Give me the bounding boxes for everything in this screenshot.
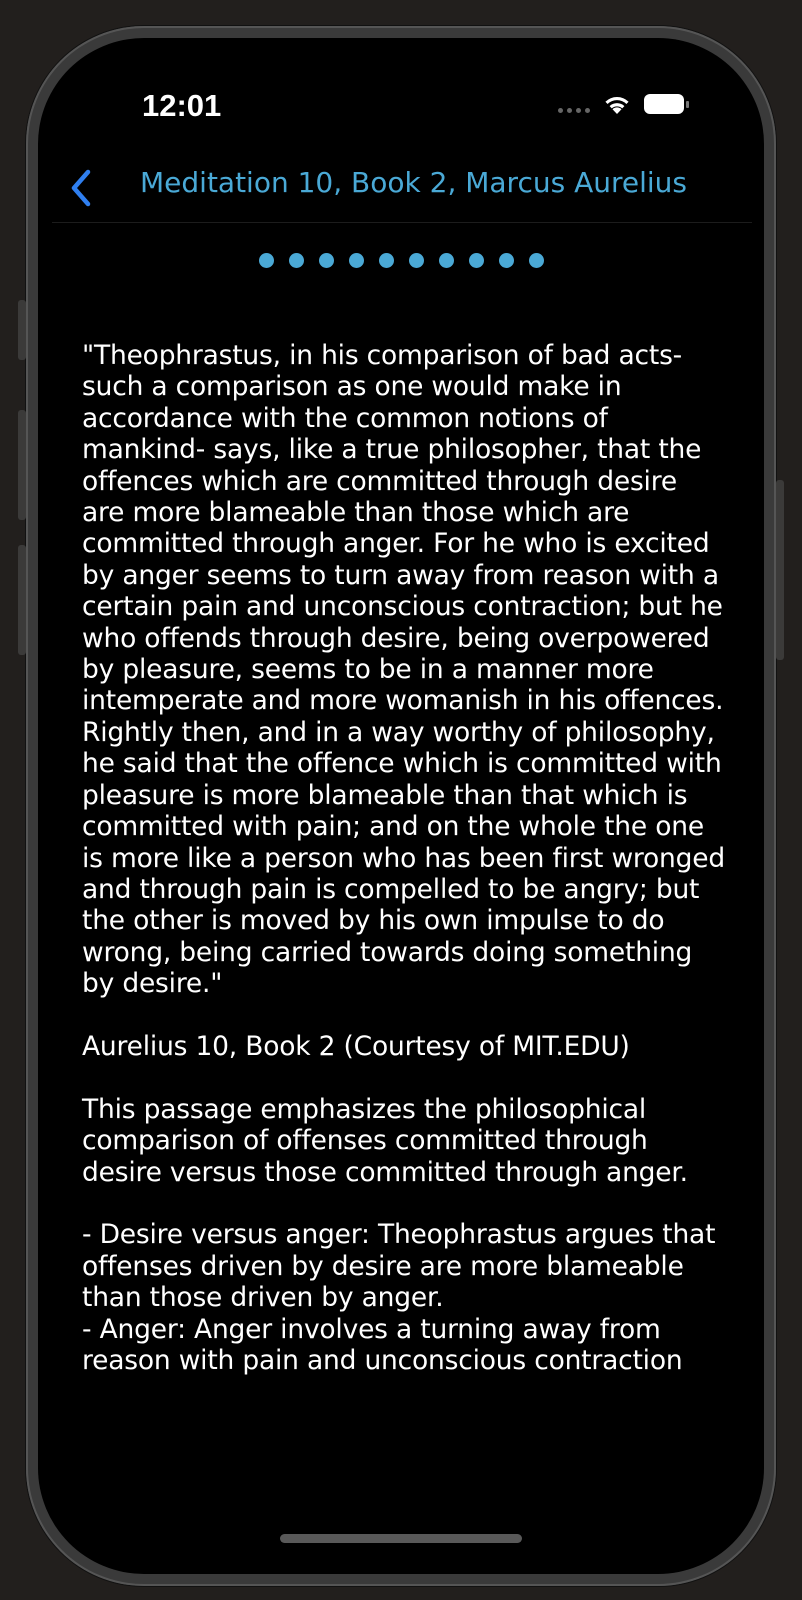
battery-icon — [644, 94, 684, 114]
page-dot[interactable] — [319, 253, 334, 268]
home-indicator[interactable] — [280, 1534, 522, 1543]
screen — [38, 38, 764, 1574]
page-dot[interactable] — [289, 253, 304, 268]
back-button[interactable] — [64, 168, 100, 208]
status-time: 12:01 — [142, 88, 222, 123]
power-button — [776, 480, 784, 660]
citation-text: Aurelius 10, Book 2 (Courtesy of MIT.EDU) — [82, 1030, 630, 1062]
page-dot[interactable] — [529, 253, 544, 268]
page-dot[interactable] — [349, 253, 364, 268]
page-dot[interactable] — [499, 253, 514, 268]
page-dot[interactable] — [379, 253, 394, 268]
navigation-bar — [52, 150, 752, 223]
page-dot[interactable] — [469, 253, 484, 268]
page-dot[interactable] — [259, 253, 274, 268]
point-desire-vs-anger: - Desire versus anger: Theophrastus argues that offenses driven by desire are more blameable than those driven by anger. — [82, 1219, 716, 1314]
chevron-left-icon — [64, 168, 100, 208]
quote-text: "Theophrastus, in his comparison of bad acts- such a comparison as one would make in accordance with the common notions of mankind- says, like a true philosopher, that the offences which are committed through desire are more blameable than those which are committed through anger. For he who is excited by anger seems to turn away from reason with a certain pain and unconscious contraction; but he who offends through desire, being overpowered by pleasure, seems to be in a manner more intemperate and more womanish in his offences. Rightly then, and in a way worthy of philosophy, he said that the offence which is committed with pleasure is more blameable than that which is committed with pain; and on the whole the one is more like a person who has been first wronged and through pain is compelled to be angry; but the other is moved by his own impulse to do wrong, being carried towards doing something by desire." — [82, 340, 726, 1000]
cellular-signal-icon — [558, 108, 590, 113]
page-dot[interactable] — [439, 253, 454, 268]
meditation-text — [82, 340, 726, 1376]
volume-down-button — [18, 545, 26, 655]
volume-up-button — [18, 410, 26, 520]
status-icons — [558, 93, 684, 115]
wifi-icon — [602, 93, 632, 115]
page-dot[interactable] — [409, 253, 424, 268]
nav-title: Meditation 10, Book 2, Marcus Aurelius — [140, 166, 687, 199]
point-anger: - Anger: Anger involves a turning away from reason with pain and unconscious contraction — [82, 1313, 683, 1376]
page-indicator[interactable] — [38, 253, 764, 268]
mute-switch — [18, 300, 26, 360]
summary-text: This passage emphasizes the philosophical comparison of offenses committed through desire versus those committed through anger. — [82, 1093, 688, 1188]
